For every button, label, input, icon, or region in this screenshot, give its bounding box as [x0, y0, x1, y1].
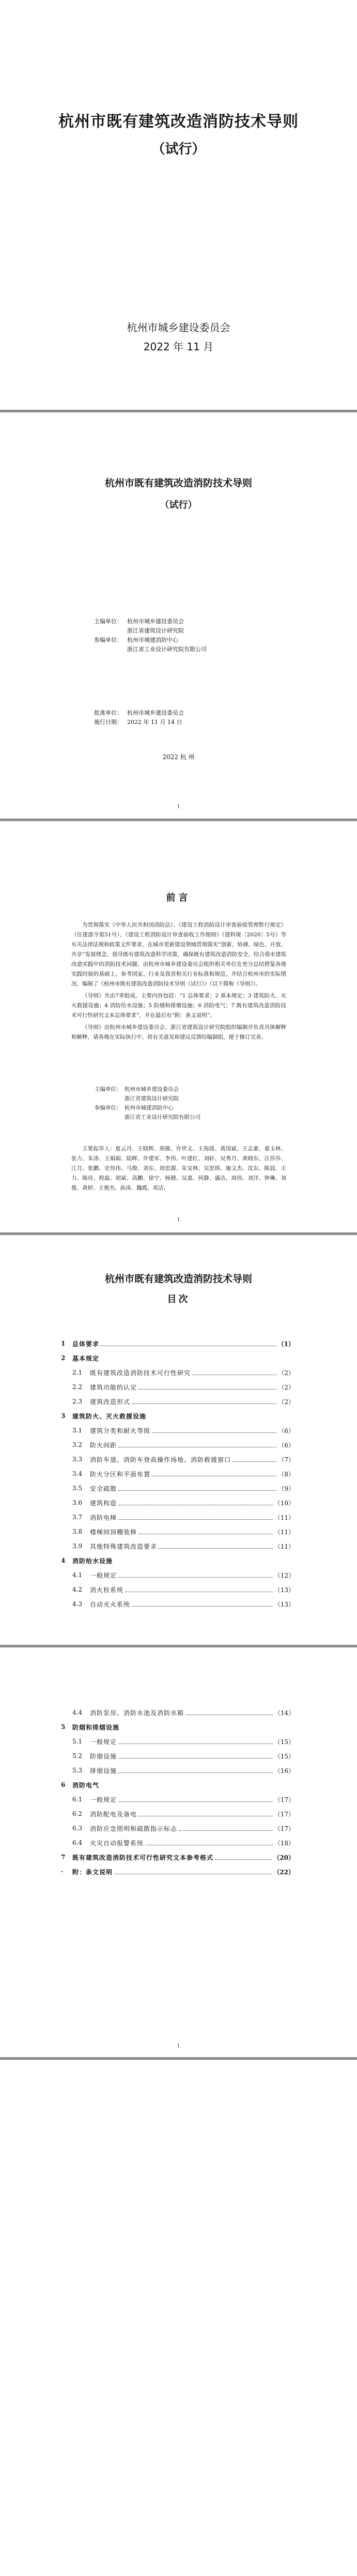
toc-leader-dots — [132, 1403, 276, 1404]
toc-entry-page: （13） — [274, 1586, 294, 1594]
toc-entry[interactable] — [61, 1568, 294, 1582]
toc-entry-text: 一般规定 — [90, 1738, 117, 1746]
credit-row: 浙江省建筑设计研究院 — [127, 627, 184, 634]
toc-entry-text: 建筑改造形式 — [90, 1398, 131, 1406]
toc-entry[interactable] — [61, 1365, 294, 1380]
toc-entry-text: 建筑防火、灭火救援设施 — [72, 1412, 147, 1420]
title-page-approval — [94, 708, 184, 727]
toc-entry[interactable] — [61, 1394, 294, 1409]
toc-entry-page: （2） — [278, 1398, 294, 1406]
toc-entry-page: （2） — [278, 1369, 294, 1377]
toc-entry[interactable] — [61, 1336, 294, 1351]
title-page-subtitle: （试行） — [160, 500, 197, 511]
toc-entry-page: （1） — [277, 1340, 294, 1348]
toc-entry-page: （6） — [278, 1427, 294, 1434]
toc-entry-number: 3.2 — [72, 1441, 83, 1448]
toc-entry[interactable] — [61, 1495, 294, 1510]
toc-entry[interactable] — [61, 1705, 294, 1720]
toc-leader-dots — [132, 1606, 273, 1607]
toc-page — [0, 1235, 357, 1645]
toc-entry-number: 2.2 — [72, 1383, 83, 1391]
preface-body — [71, 920, 286, 1044]
toc-entry-number: 7 — [61, 1854, 66, 1861]
credit-row: 主编单位： 杭州市城乡建设委员会 — [94, 618, 184, 625]
toc-entry[interactable] — [61, 1720, 294, 1734]
toc-entry[interactable] — [61, 1597, 294, 1611]
toc-entry-text: 消防应急照明和疏散指示标志 — [90, 1825, 178, 1832]
toc-entry-text: 其他特殊建筑改造要求 — [90, 1542, 158, 1550]
toc-entry-number: 3 — [61, 1412, 66, 1420]
toc-entry[interactable] — [61, 1524, 294, 1539]
toc-entry-number: 6 — [61, 1781, 66, 1788]
toc-leader-dots — [118, 1801, 273, 1802]
toc-entry[interactable] — [61, 1734, 294, 1749]
toc-entry-page: （2） — [278, 1383, 294, 1391]
toc-entry-text: 消防电气 — [72, 1781, 100, 1789]
toc-entry[interactable] — [61, 1423, 294, 1438]
toc-entry-number: 3.4 — [72, 1470, 83, 1477]
preface-drafters: 主要起草人：夏云丹、王晓辉、胡骏、许世文、王海波、黄国斌、王志豪、童玉林、张力、朱涛、王娟娟、陆晖、许建军、李伟、叶建红、刘轩、吴秀月、黄晓东、汪莎莎、江月、张鹏、史伟伟、马俊、刘东、周思源、朱宝林、吴思琪、施文杰、沈东、陈晨、王力、陈佳、程磊、胡斌、高鹏、徐宁、杨健、吴嘉、何静、盛洁、周伟、刘洋、钟琳、刘俊、黄婷、王俊杰、孙涛、魏霞、邓洁。 — [71, 1146, 286, 1191]
toc-entry-number: 6.2 — [72, 1810, 83, 1817]
toc-leader-dots — [152, 1432, 276, 1433]
toc-entry-text: 既有建筑改造消防技术可行性研究文本参考格式 — [72, 1854, 214, 1861]
toc-entry-text: 火灾自动报警系统 — [90, 1839, 144, 1847]
toc-entry[interactable] — [61, 1467, 294, 1481]
toc-entry-page: （15） — [274, 1738, 294, 1746]
toc-entry[interactable] — [61, 1380, 294, 1394]
preface-paragraph: 为贯彻落实《中华人民共和国消防法》、《建设工程消防设计审查验收管理暂行规定》（住建部令第51号）、《建设工程消防设计审查验收工作细则》（建科规〔2020〕5号）等有关法律法规和政策文件要求，在城市更新建设领域贯彻落实“创新、协调、绿色、开放、共享”发展理念，指导既有建筑改造科学决策，确保既有建筑改造消防安全，结合我市建筑改造实践中的消防技术问题，由杭州市城乡建设委员会组织相关单位在充分总结借鉴各地实践经验的基础上，参考国家、行业及我省相关行业标准和规范，并结合杭州市的实际情况，编制了《杭州市既有建筑改造消防技术导则（试行）》（以下简称《导则》）。 — [71, 922, 286, 987]
toc-entry-number: 2.1 — [72, 1369, 83, 1376]
toc-entry[interactable] — [61, 1807, 294, 1821]
cover-page — [0, 0, 357, 410]
toc-list — [61, 1336, 294, 1611]
toc-leader-dots — [118, 1758, 273, 1759]
toc-entry[interactable] — [61, 1553, 294, 1568]
toc-list — [61, 1705, 294, 1879]
toc-entry-page: （6） — [278, 1441, 294, 1449]
toc-entry[interactable] — [61, 1763, 294, 1778]
toc-entry[interactable] — [61, 1582, 294, 1597]
toc-entry-page: （14） — [274, 1709, 294, 1717]
toc-entry-text: 总体要求 — [72, 1340, 100, 1348]
preface-page — [0, 821, 357, 1232]
toc-entry[interactable] — [61, 1749, 294, 1763]
credit-row: 浙江省工业设计研究院有限公司 — [127, 646, 207, 653]
toc-entry[interactable] — [61, 1850, 294, 1864]
toc-entry[interactable] — [61, 1351, 294, 1365]
title-page-credits — [94, 617, 207, 654]
cover-organization: 杭州市城乡建设委员会 — [127, 321, 230, 334]
toc-entry-number: 3.6 — [72, 1499, 83, 1506]
toc-entry[interactable] — [61, 1792, 294, 1807]
toc-entry-page: （17） — [274, 1825, 294, 1832]
approval-row: 批准单位： 杭州市城乡建设委员会 — [94, 709, 184, 716]
title-page — [0, 412, 357, 819]
credit-row: 主编单位： 杭州市城乡建设委员会 — [95, 1086, 179, 1092]
toc-entry-page: （9） — [278, 1485, 294, 1492]
credit-row: 浙江省建筑设计研究院 — [125, 1096, 179, 1102]
preface-credits — [95, 1085, 200, 1122]
toc-entry[interactable] — [61, 1539, 294, 1553]
toc-entry-text: 建筑功能的认定 — [90, 1383, 137, 1391]
credit-row: 参编单位： 杭州市城建消防中心 — [95, 1105, 174, 1111]
toc-entry-number: 6.1 — [72, 1796, 83, 1803]
toc-entry-page: （20） — [273, 1854, 294, 1861]
toc-leader-dots — [232, 1461, 276, 1462]
toc-entry[interactable] — [61, 1409, 294, 1423]
toc-entry-number: 5.3 — [72, 1767, 83, 1774]
toc-entry-number: 2 — [61, 1354, 66, 1362]
toc-entry-number: 4.2 — [72, 1586, 83, 1593]
toc-entry-page: （12） — [274, 1571, 294, 1579]
toc-entry[interactable] — [61, 1438, 294, 1452]
toc-entry-number: 4.3 — [72, 1600, 83, 1608]
toc-entry-text: 既有建筑改造消防技术可行性研究 — [90, 1369, 191, 1377]
toc-entry-page: （17） — [274, 1796, 294, 1803]
toc-entry-page: （17） — [274, 1810, 294, 1818]
toc-entry-page: （8） — [278, 1470, 294, 1478]
toc-entry-number: 3.5 — [72, 1485, 83, 1492]
toc-entry-text: 防火间距 — [90, 1441, 117, 1449]
toc-entry-text: 楼梯间顶棚装修 — [90, 1528, 137, 1536]
toc-entry-text: 消防车道、消防车登高操作场地、消防救援窗口 — [90, 1456, 231, 1463]
toc-entry[interactable] — [61, 1481, 294, 1495]
toc-entry-page: （13） — [274, 1600, 294, 1608]
toc-entry-text: 消防泵房、消防水池及消防水箱 — [90, 1709, 184, 1717]
toc-entry-page: （18） — [274, 1839, 294, 1847]
toc-entry-number: 2.3 — [72, 1398, 83, 1405]
toc-entry-page: （11） — [274, 1528, 294, 1536]
toc-leader-dots — [118, 1490, 276, 1491]
toc-entry-text: 排烟设施 — [90, 1767, 117, 1775]
toc-entry-number: 4.1 — [72, 1571, 83, 1579]
toc-entry[interactable] — [61, 1778, 294, 1792]
toc-entry-text: 安全疏散 — [90, 1485, 117, 1492]
toc-entry[interactable] — [61, 1452, 294, 1467]
credit-row: 浙江省工业设计研究院有限公司 — [125, 1114, 200, 1120]
toc-entry-number: 4 — [61, 1557, 66, 1564]
toc-entry-text: 防火分区和平面布置 — [90, 1470, 151, 1478]
toc-entry-page: （15） — [274, 1752, 294, 1760]
toc-entry-number: 3.7 — [72, 1514, 83, 1521]
toc-entry[interactable] — [61, 1864, 294, 1879]
toc-entry-number: 5.1 — [72, 1738, 83, 1745]
toc-entry-number: 4.4 — [72, 1709, 83, 1716]
toc-entry-number: 3.1 — [72, 1427, 83, 1434]
toc-entry-text: 消防配电及备电 — [90, 1810, 137, 1818]
toc-entry-number: 6.3 — [72, 1825, 83, 1832]
toc-entry-text: 一般规定 — [90, 1571, 117, 1579]
toc-entry-text: 消防给水设施 — [72, 1557, 113, 1565]
preface-paragraph: 《导则》由杭州市城乡建设委员会、浙江省建筑设计研究院组织编制并负责具体解释和解释，请各地在实际执行中，将有关意见和建议反馈给编制组，便于修订完善。 — [71, 1024, 286, 1040]
toc-entry-text: 附：条文说明 — [72, 1868, 113, 1876]
preface-title: 前言 — [166, 892, 191, 903]
toc-leader-dots — [118, 1577, 273, 1578]
page-number: 1 — [177, 804, 180, 810]
toc-entry-number: · — [61, 1868, 64, 1875]
toc-leader-dots — [138, 1389, 276, 1390]
cover-title: 杭州市既有建筑改造消防技术导则 — [58, 113, 299, 131]
toc-entry-page: （22） — [273, 1868, 294, 1876]
toc-leader-dots — [159, 1548, 273, 1549]
toc-entry-text: 自动灭火系统 — [90, 1600, 131, 1608]
toc-entry-text: 一般规定 — [90, 1796, 117, 1803]
cover-date: 2022 年 11 月 — [143, 341, 214, 353]
toc-leader-dots — [179, 1830, 273, 1831]
toc-entry-text: 建筑分类和耐火等级 — [90, 1427, 151, 1434]
toc-entry-number: 6.4 — [72, 1839, 83, 1846]
toc-entry-number: 3.3 — [72, 1456, 83, 1463]
toc-entry-number: 3.9 — [72, 1542, 83, 1550]
toc-entry-number: 1 — [61, 1340, 66, 1347]
toc-leader-dots — [118, 1519, 273, 1520]
toc-entry-page: （10） — [274, 1499, 294, 1507]
toc-subtitle: 目次 — [167, 1294, 190, 1305]
toc-entry[interactable] — [61, 1510, 294, 1524]
toc-title: 杭州市既有建筑改造消防技术导则 — [104, 1273, 252, 1285]
approval-row: 施行日期： 2022 年 11 月 14 日 — [94, 719, 182, 726]
toc-leader-dots — [215, 1859, 272, 1860]
toc-entry[interactable] — [61, 1821, 294, 1835]
cover-subtitle: （试行） — [151, 142, 206, 157]
toc-entry-text: 消火栓系统 — [90, 1586, 124, 1594]
credit-row: 参编单位： 杭州市城建消防中心 — [94, 637, 178, 643]
toc-entry-text: 基本规定 — [72, 1354, 100, 1362]
toc-entry-text: 防烟设施 — [90, 1752, 117, 1760]
title-page-title: 杭州市既有建筑改造消防技术导则 — [104, 477, 252, 489]
blank-page — [0, 2060, 357, 2576]
toc-entry[interactable] — [61, 1835, 294, 1850]
toc-entry-text: 建筑构造 — [90, 1499, 117, 1507]
toc-page-continued — [0, 1647, 357, 2057]
toc-entry-page: （16） — [274, 1767, 294, 1775]
toc-entry-page: （11） — [274, 1542, 294, 1550]
toc-entry-page: （7） — [278, 1456, 294, 1463]
toc-entry-number: 5 — [61, 1723, 66, 1731]
toc-entry-page: （11） — [274, 1514, 294, 1521]
toc-entry-text: 防烟和排烟设施 — [72, 1723, 120, 1731]
toc-entry-number: 5.2 — [72, 1752, 83, 1760]
toc-leader-dots — [118, 1772, 273, 1773]
page-number: 1 — [177, 1217, 180, 1223]
preface-paragraph: 《导则》共由7章组成，主要内容包括：“1 总体要求；2 基本规定；3 建筑防火、灭火救援设施；4 消防给水设施；5 防烟和排烟设施；6 消防电气；7 既有建筑改造消防技术可行性研究文本总体要求”，并在最后有“附：条文说明”。 — [71, 993, 286, 1019]
toc-entry-text: 消防电梯 — [90, 1514, 117, 1521]
toc-entry-number: 3.8 — [72, 1528, 83, 1535]
page-number: 1 — [177, 2043, 180, 2049]
title-page-place-date: 2022 杭 州 — [162, 753, 195, 761]
